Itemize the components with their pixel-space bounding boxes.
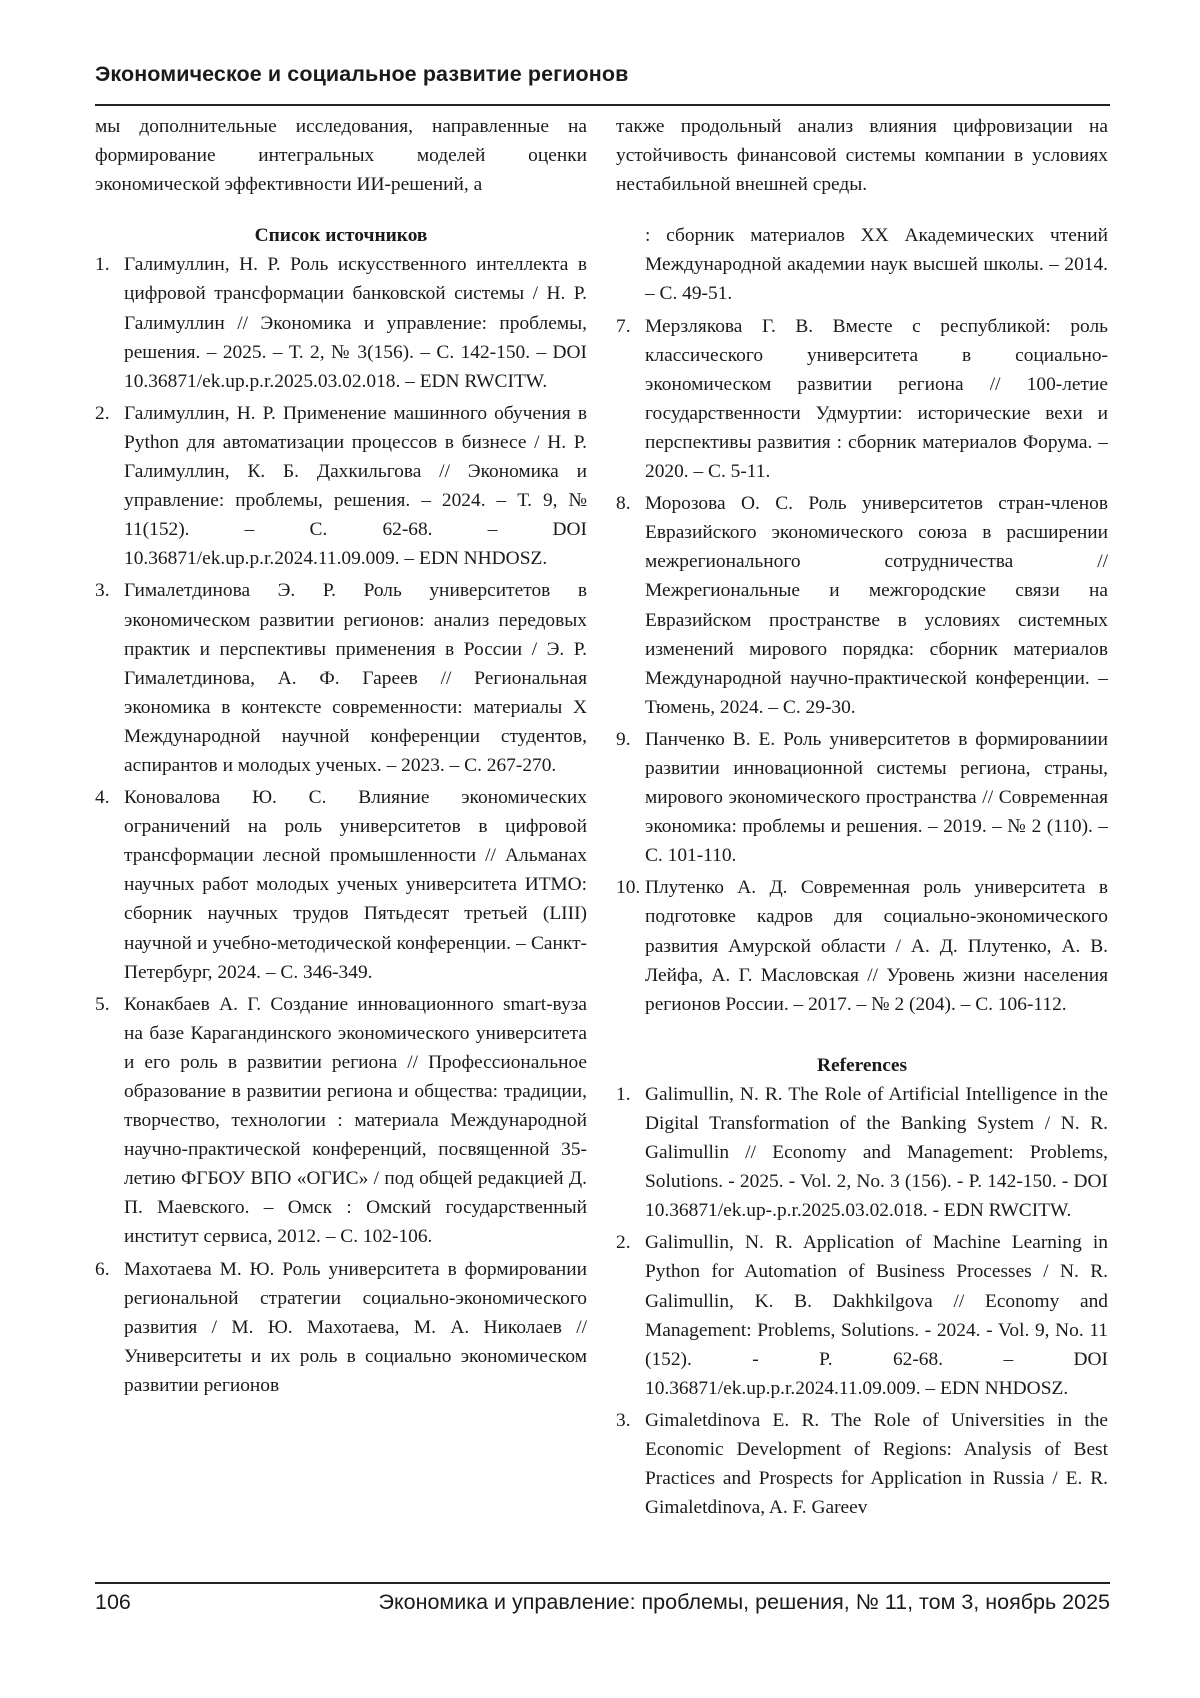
footer-rule (95, 1582, 1110, 1584)
reference-text: Gimaletdinova E. R. The Role of Universities in the Economic Development of Regions: Analysis of Best Practices and Prospects for Application in Russia / E. R. Gimaletdinova, A. F. Gareev (645, 1409, 1108, 1519)
source-item (95, 990, 587, 1252)
references-heading: References (816, 1054, 908, 1076)
reference-number: 3. (616, 1409, 631, 1431)
source-number: 9. (616, 728, 631, 750)
source-text: Гималетдинова Э. Р. Роль университетов в экономическом развитии регионов: анализ передовых практик и перспективы применения в России / Э. Р. Гималетдинова, А. Ф. Гареев // Региональная экономика в контексте современности: материалы X Международной научной конференции студентов, аспирантов и молодых ученых. – 2023. – С. 267-270. (124, 580, 587, 776)
left-column (95, 112, 587, 1403)
source-item (616, 489, 1108, 722)
source-item (95, 399, 587, 574)
source-item (616, 312, 1108, 487)
intro-text-right: также продольный анализ влияния цифровизации на устойчивость финансовой системы компании в условиях нестабильной внешней среды. (616, 116, 1108, 196)
page-footer (95, 1590, 1110, 1615)
page-number: 106 (95, 1590, 131, 1614)
source-item (616, 725, 1108, 870)
intro-text-left: мы дополнительные исследования, направленные на формирование интегральных моделей оценки экономической эффективности ИИ-решений, а (95, 116, 587, 196)
reference-item (616, 1406, 1108, 1522)
source-number: 8. (616, 493, 631, 515)
source-text: Морозова О. С. Роль университетов стран-членов Евразийского экономического союза в расширении межрегионального сотрудничества // Межрегиональные и межгородские связи на Евразийском пространстве в условиях системных изменений мирового порядка: сборник материалов Международной научно-практической конференции. – Тюмень, 2024. – С. 29-30. (645, 493, 1108, 718)
sources-heading: Список источников (254, 225, 428, 247)
reference-item (616, 1080, 1108, 1225)
source-number: 3. (95, 580, 110, 602)
reference-item (616, 1228, 1108, 1403)
source-number: 1. (95, 254, 110, 276)
reference-number: 2. (616, 1232, 631, 1254)
reference-number: 1. (616, 1083, 631, 1105)
source-text: Махотаева М. Ю. Роль университета в формировании региональной стратегии социально-экономического развития / М. Ю. Махотаева, М. А. Николаев // Университеты и их роль в социально экономическом развитии регионов (124, 1258, 587, 1396)
journal-issue: Экономика и управление: проблемы, решения, № 11, том 3, ноябрь 2025 (378, 1590, 1110, 1614)
source-text: Конакбаев А. Г. Создание инновационного smart-вуза на базе Карагандинского экономического университета и его роль в развитии региона // Профессиональное образование в развитии региона и общества: традиции, творчество, технологии : материала Международной научно-практической конференций, посвященной 35-летию ФГБОУ ВПО «ОГИС» / под общей редакцией Д. П. Маевского. – Омск : Омский государственный институт сервиса, 2012. – С. 102-106. (124, 993, 587, 1248)
source-text: Панченко В. Е. Роль университетов в формированиии развитии инновационной системы региона, страны, мирового экономического пространства // Современная экономика: проблемы и решения. – 2019. – № 2 (110). – С. 101-110. (645, 728, 1108, 867)
source-item (95, 783, 587, 987)
source-text: Галимуллин, Н. Р. Роль искусственного интеллекта в цифровой трансформации банковской системы / Н. Р. Галимуллин // Экономика и управление: проблемы, решения. – 2025. – Т. 2, № 3(156). – С. 142-150. – DOI 10.36871/ek.up.p.r.2025.03.02.018. – EDN RWCITW. (124, 254, 587, 392)
source-text: Плутенко А. Д. Современная роль университета в подготовке кадров для социально-экономического развития Амурской области / А. Д. Плутенко, А. В. Лейфа, А. Г. Масловская // Уровень жизни населения регионов России. – 2017. – № 2 (204). – С. 106-112. (645, 877, 1108, 1015)
source-number: 10. (616, 877, 641, 899)
source-item (95, 250, 587, 395)
reference-text: Galimullin, N. R. Application of Machine Learning in Python for Automation of Business Processes / N. R. Galimullin, K. B. Dakhkilgova // Economy and Management: Problems, Solutions. - 2024. - Vol. 9, No. 11 (152). - P. 62-68. – DOI 10.36871/ek.up.p.r.2024.11.09.009. – EDN NHDOSZ. (645, 1232, 1108, 1399)
source-text: Коновалова Ю. С. Влияние экономических ограничений на роль университетов в цифровой трансформации лесной промышленности // Альманах научных работ молодых ученых университета ИТМО: сборник научных трудов Пятьдесят третьей (LIII) научной и учебно-методической конференции. – Санкт-Петербург, 2024. – С. 346-349. (124, 787, 587, 983)
source-number: 7. (616, 315, 631, 337)
source-item (95, 1255, 587, 1400)
source-number: 2. (95, 402, 110, 424)
source-item (95, 576, 587, 780)
header-rule (95, 104, 1110, 106)
journal-title: Экономическое и социальное развитие регионов (95, 62, 629, 86)
source-item (616, 873, 1108, 1018)
source-text: Галимуллин, Н. Р. Применение машинного обучения в Python для автоматизации процессов в бизнесе / Н. Р. Галимуллин, К. Б. Дахкильгова // Экономика и управление: проблемы, решения. – 2024. – Т. 9, № 11(152). – С. 62-68. – DOI 10.36871/ek.up.p.r.2024.11.09.009. – EDN NHDOSZ. (124, 402, 587, 570)
source-item-continuation: : сборник материалов XX Академических чтений Международной академии наук высшей школы. – 2014. – С. 49-51. (645, 225, 1108, 305)
right-column (616, 112, 1108, 1525)
source-number: 4. (95, 787, 110, 809)
source-number: 6. (95, 1258, 110, 1280)
source-number: 5. (95, 993, 110, 1015)
source-text: Мерзлякова Г. В. Вместе с республикой: роль классического университета в социально-экономическом развитии региона // 100-летие государственности Удмуртии: исторические вехи и перспективы развития : сборник материалов Форума. – 2020. – С. 5-11. (645, 315, 1108, 483)
reference-text: Galimullin, N. R. The Role of Artificial Intelligence in the Digital Transformation of the Banking System / N. R. Galimullin // Economy and Management: Problems, Solutions. - 2025. - Vol. 2, No. 3 (156). - P. 142-150. - DOI 10.36871/ek.up-.p.r.2025.03.02.018. - EDN RWCITW. (645, 1083, 1108, 1222)
